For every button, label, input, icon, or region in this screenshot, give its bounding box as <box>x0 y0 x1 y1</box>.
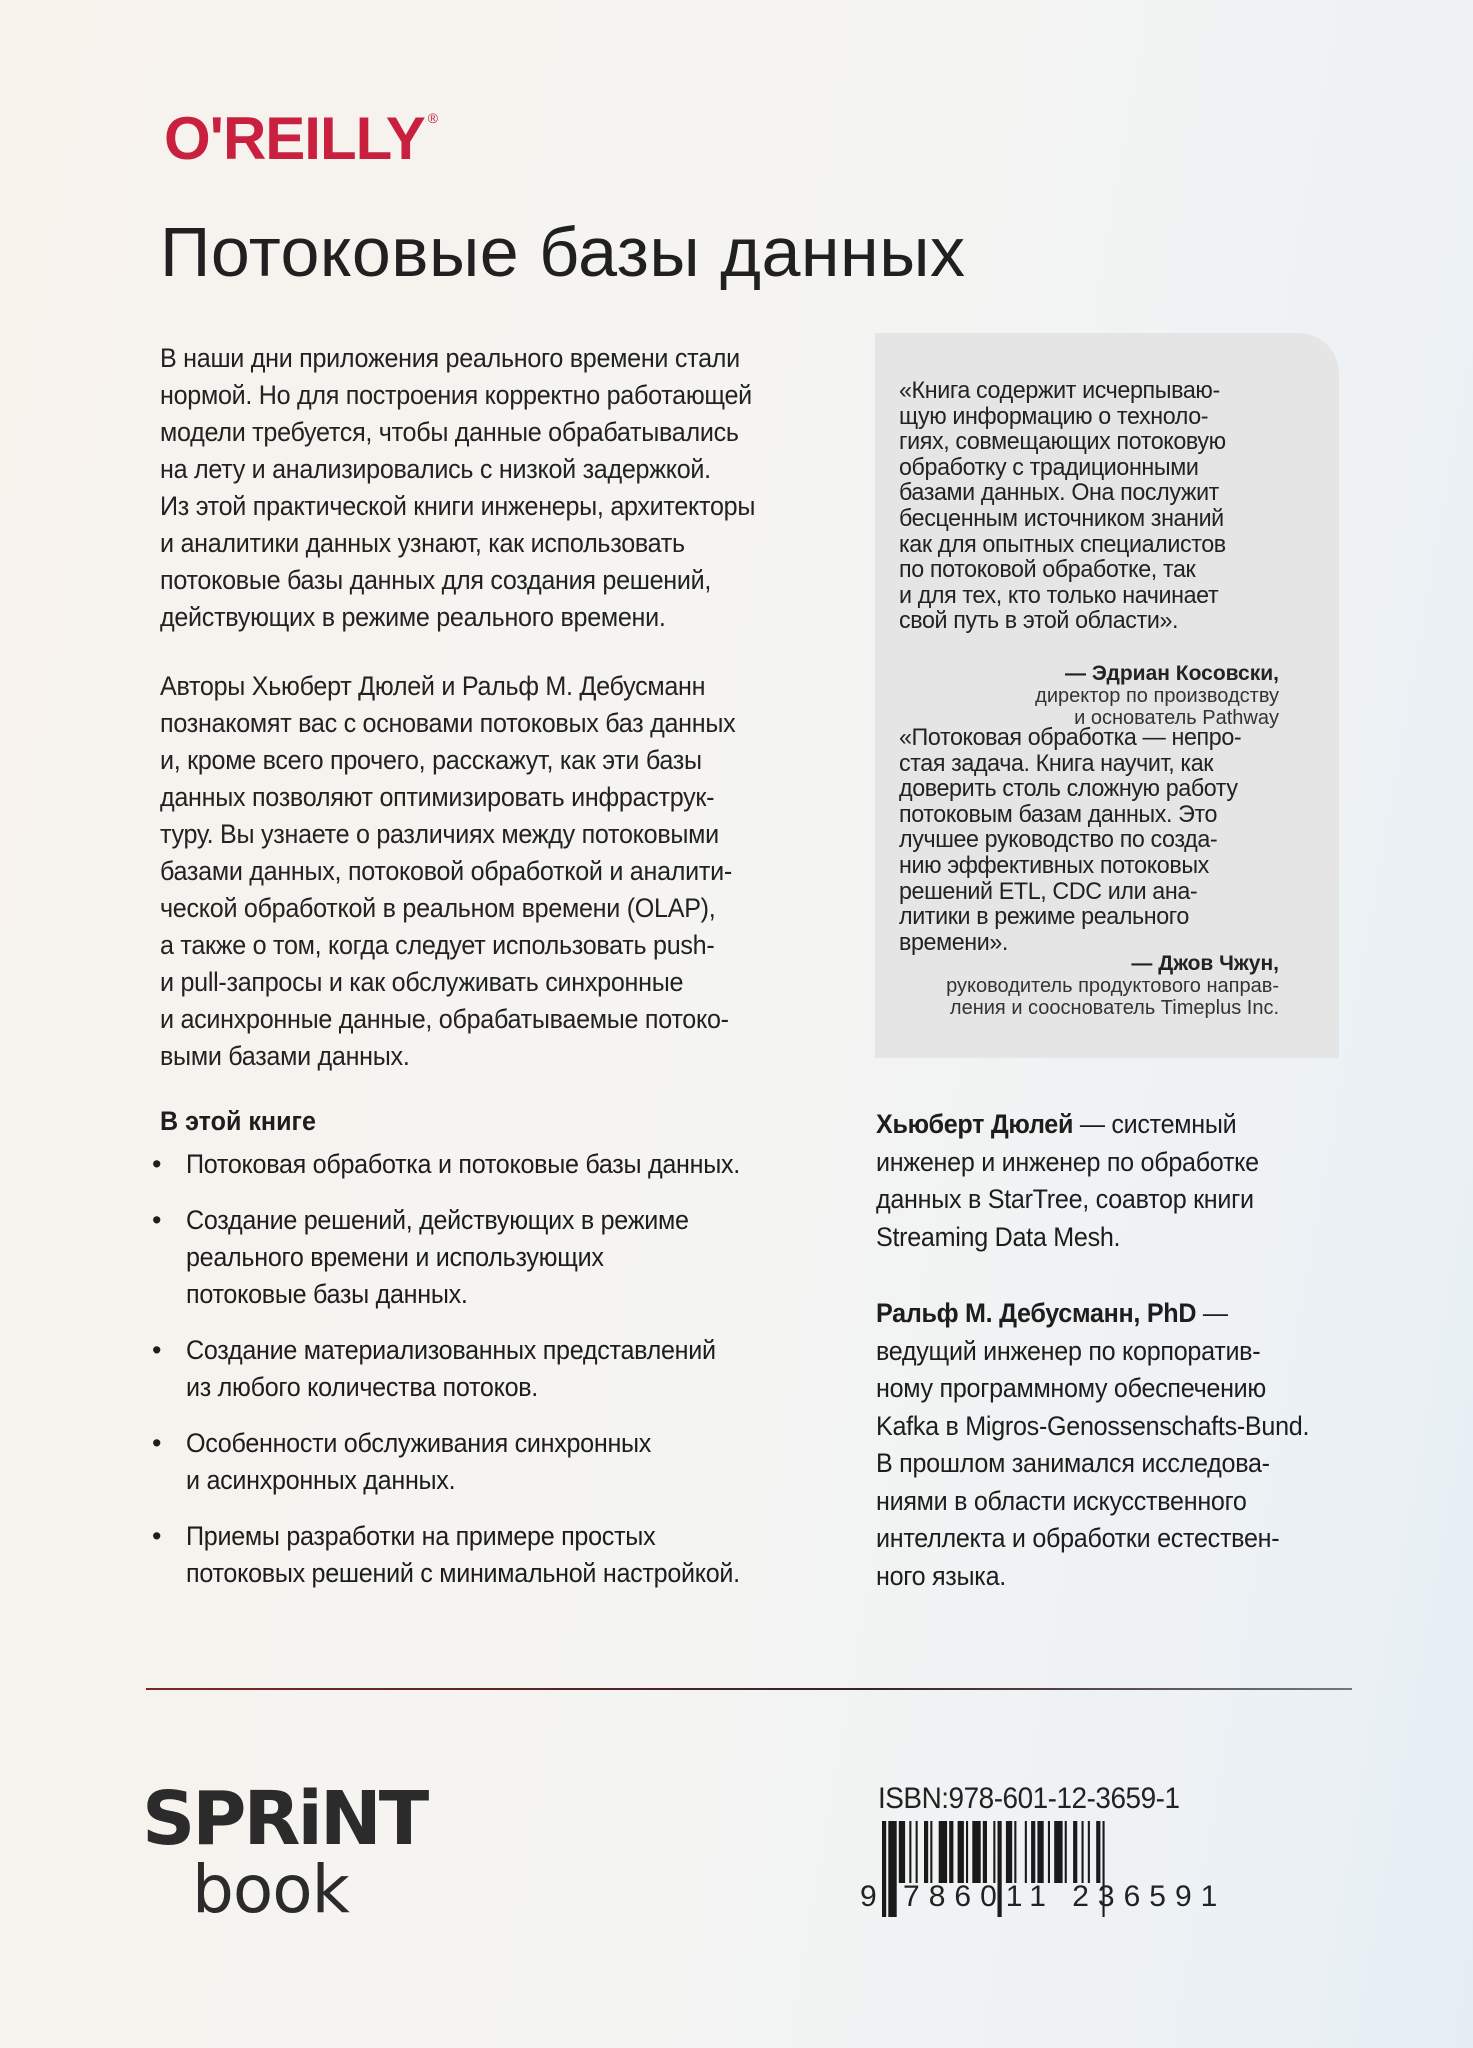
bullet-item <box>148 1146 782 1183</box>
bullet-line: и асинхронных данных. <box>186 1465 456 1495</box>
barcode-bar <box>958 1821 964 1883</box>
text-line: туру. Вы узнаете о различиях между потоковыми <box>160 819 719 849</box>
text-line: лучшее руководство по созда- <box>899 826 1218 854</box>
bullet-line: реального времени и использующих <box>186 1242 604 1272</box>
barcode-bar <box>899 1821 905 1883</box>
text-line: выми базами данных. <box>160 1041 410 1071</box>
author-bio-line: данных в StarTree, соавтор книги <box>876 1184 1254 1214</box>
author-bio-line: ному программному обеспечению <box>876 1373 1266 1403</box>
barcode-bar <box>983 1821 987 1883</box>
barcode-bar <box>930 1821 932 1883</box>
author-bio-line: интеллекта и обработки естествен- <box>876 1523 1280 1553</box>
text-line: модели требуется, чтобы данные обрабатывались <box>160 417 739 447</box>
bullet-line: • Создание решений, действующих в режиме <box>186 1205 689 1235</box>
author-bio-text: — системный <box>1079 1109 1237 1139</box>
barcode-bar <box>924 1821 928 1883</box>
text-line: доверить столь сложную работу <box>899 775 1238 803</box>
text-line: базами данных, потоковой обработкой и аналити- <box>160 856 732 886</box>
author-bio-line: Streaming Data Mesh. <box>876 1221 1121 1252</box>
text-line: бесценным источником знаний <box>899 504 1224 532</box>
quotes-box <box>875 333 1339 1058</box>
bullet-item <box>148 1425 782 1499</box>
bullet-line: • Потоковая обработка и потоковые базы данных. <box>186 1149 740 1179</box>
text-line: данных позволяют оптимизировать инфраструк- <box>160 782 715 812</box>
barcode-bar <box>916 1821 918 1883</box>
text-line: ческой обработкой в реальном времени (OLAP), <box>160 893 716 923</box>
text-line: на лету и анализировались с низкой задержкой. <box>160 454 711 484</box>
quote-1 <box>899 378 1236 634</box>
description-paragraph-1 <box>160 340 800 636</box>
quote-2-role: ления и сооснователь Timeplus Inc. <box>949 997 1279 1019</box>
bullet-line: • Приемы разработки на примере простых <box>186 1521 656 1551</box>
text-line: познакомят вас с основами потоковых баз данных <box>160 708 736 738</box>
author-bio-text: — <box>1202 1298 1228 1328</box>
text-line: обработку с традиционными <box>899 453 1199 481</box>
logo-text: O'REILLY <box>164 105 425 172</box>
author-bio-2 <box>876 1295 1342 1595</box>
barcode-bar <box>1031 1821 1035 1883</box>
bullet-line: • Создание материализованных представлений <box>186 1335 716 1365</box>
bullet-item <box>148 1202 782 1313</box>
barcode-bar <box>993 1821 995 1883</box>
text-line: «Потоковая обработка — непро- <box>899 724 1242 751</box>
author-bio-line: инженер и инженер по обработке <box>876 1146 1259 1177</box>
bullet-line: потоковых решений с минимальной настройкой. <box>186 1558 740 1588</box>
text-line: базами данных. Она послужит <box>899 479 1219 507</box>
barcode-bar <box>1048 1821 1050 1883</box>
quote-2-role: руководитель продуктового направ- <box>946 975 1279 997</box>
text-line: и для тех, кто только начинает <box>899 581 1219 609</box>
text-line: литики в режиме реального <box>899 903 1189 931</box>
bullet-line: из любого количества потоков. <box>186 1372 539 1402</box>
text-line: гиях, совмещающих потоковую <box>899 428 1226 456</box>
barcode-bar <box>1073 1821 1077 1883</box>
barcode-bar <box>1082 1821 1084 1883</box>
bullet-item <box>148 1332 782 1406</box>
text-line: нию эффективных потоковых <box>899 851 1209 879</box>
author-line <box>876 1295 1309 1333</box>
registered-mark: ® <box>427 110 438 126</box>
quote-2-author: — Джов Чжун, <box>1131 952 1279 975</box>
text-line: а также о том, когда следует использовать push- <box>160 930 715 960</box>
text-line: действующих в режиме реального времени. <box>160 602 666 632</box>
barcode-bar <box>1014 1821 1016 1883</box>
logo-top-text: SPRiNT <box>142 1776 427 1862</box>
barcode-bar <box>1088 1821 1090 1883</box>
in-this-book-heading: В этой книге <box>160 1106 316 1136</box>
barcode-bar <box>1096 1821 1100 1883</box>
description-paragraph-2 <box>160 668 779 1075</box>
text-line: нормой. Но для построения корректно работающей <box>160 380 752 410</box>
barcode-bar <box>1065 1821 1067 1883</box>
text-line: потоковым базам данных. Это <box>899 800 1218 828</box>
barcode-bar <box>939 1821 947 1883</box>
quote-1-attribution <box>1035 663 1279 729</box>
text-line: стая задача. Книга научит, как <box>899 749 1214 777</box>
text-line: потоковые базы данных для создания решений, <box>160 565 712 595</box>
bullet-line: • Особенности обслуживания синхронных <box>186 1428 652 1458</box>
author-bio-line: ведущий инженер по корпоратив- <box>876 1335 1261 1366</box>
divider-line <box>146 1688 1352 1690</box>
text-line: щую информацию о техноло- <box>899 402 1209 430</box>
barcode-bar <box>972 1821 980 1883</box>
bullet-line: потоковые базы данных. <box>186 1279 468 1309</box>
text-line: и, кроме всего прочего, расскажут, как эти базы <box>160 745 702 775</box>
quote-1-role: и основатель Pathway <box>1074 707 1279 729</box>
text-line: В наши дни приложения реального времени стали <box>160 343 740 373</box>
oreilly-logo <box>164 104 437 173</box>
logo-bottom-text: book <box>192 1851 349 1922</box>
barcode-bar <box>966 1821 968 1883</box>
quote-1-role: директор по производству <box>1035 685 1279 707</box>
text-line: по потоковой обработке, так <box>899 556 1196 584</box>
barcode-bar <box>1006 1821 1012 1883</box>
quote-2-attribution <box>946 953 1279 1019</box>
book-title: Потоковые базы данных <box>160 213 966 291</box>
author-line <box>876 1106 1259 1144</box>
text-line: и pull-запросы и как обслуживать синхронные <box>160 967 684 997</box>
barcode-bar <box>1025 1821 1027 1883</box>
author-bio-line: ниями в области искусственного <box>876 1485 1247 1516</box>
author-bio-line: В прошлом занимался исследова- <box>876 1448 1270 1478</box>
author-name: Ральф М. Дебусманн, PhD <box>876 1298 1197 1328</box>
isbn-label: ISBN:978-601-12-3659-1 <box>878 1782 1180 1815</box>
author-bio-line: ного языка. <box>876 1560 1006 1591</box>
barcode-bar <box>909 1821 911 1883</box>
text-line: как для опытных специалистов <box>899 530 1226 558</box>
sprint-book-logo <box>140 1772 440 1922</box>
quote-2 <box>899 725 1252 955</box>
text-line: и аналитики данных узнают, как использовать <box>160 528 685 558</box>
in-this-book-list <box>148 1146 782 1611</box>
quote-1-author: — Эдриан Косовски, <box>1065 662 1279 685</box>
author-bio-1 <box>876 1106 1288 1256</box>
text-line: «Книга содержит исчерпываю- <box>899 377 1220 404</box>
text-line: Из этой практической книги инженеры, архитекторы <box>160 491 756 521</box>
text-line: решений ETL, CDC или ана- <box>899 877 1198 905</box>
author-name: Хьюберт Дюлей <box>876 1109 1074 1139</box>
barcode-bar <box>949 1821 953 1883</box>
text-line: свой путь в этой области». <box>899 607 1179 635</box>
text-line: времени». <box>899 928 1009 956</box>
text-line: и асинхронные данные, обрабатываемые потоко- <box>160 1004 729 1034</box>
text-line: Авторы Хьюберт Дюлей и Ральф М. Дебусманн <box>160 671 706 701</box>
barcode-bar <box>1054 1821 1062 1883</box>
author-bio-line: Kafka в Migros-Genossenschafts-Bund. <box>876 1410 1310 1441</box>
bullet-item <box>148 1518 782 1592</box>
barcode-bar <box>1037 1821 1043 1883</box>
barcode-digits: 9 786011 236591 <box>860 1880 1227 1913</box>
